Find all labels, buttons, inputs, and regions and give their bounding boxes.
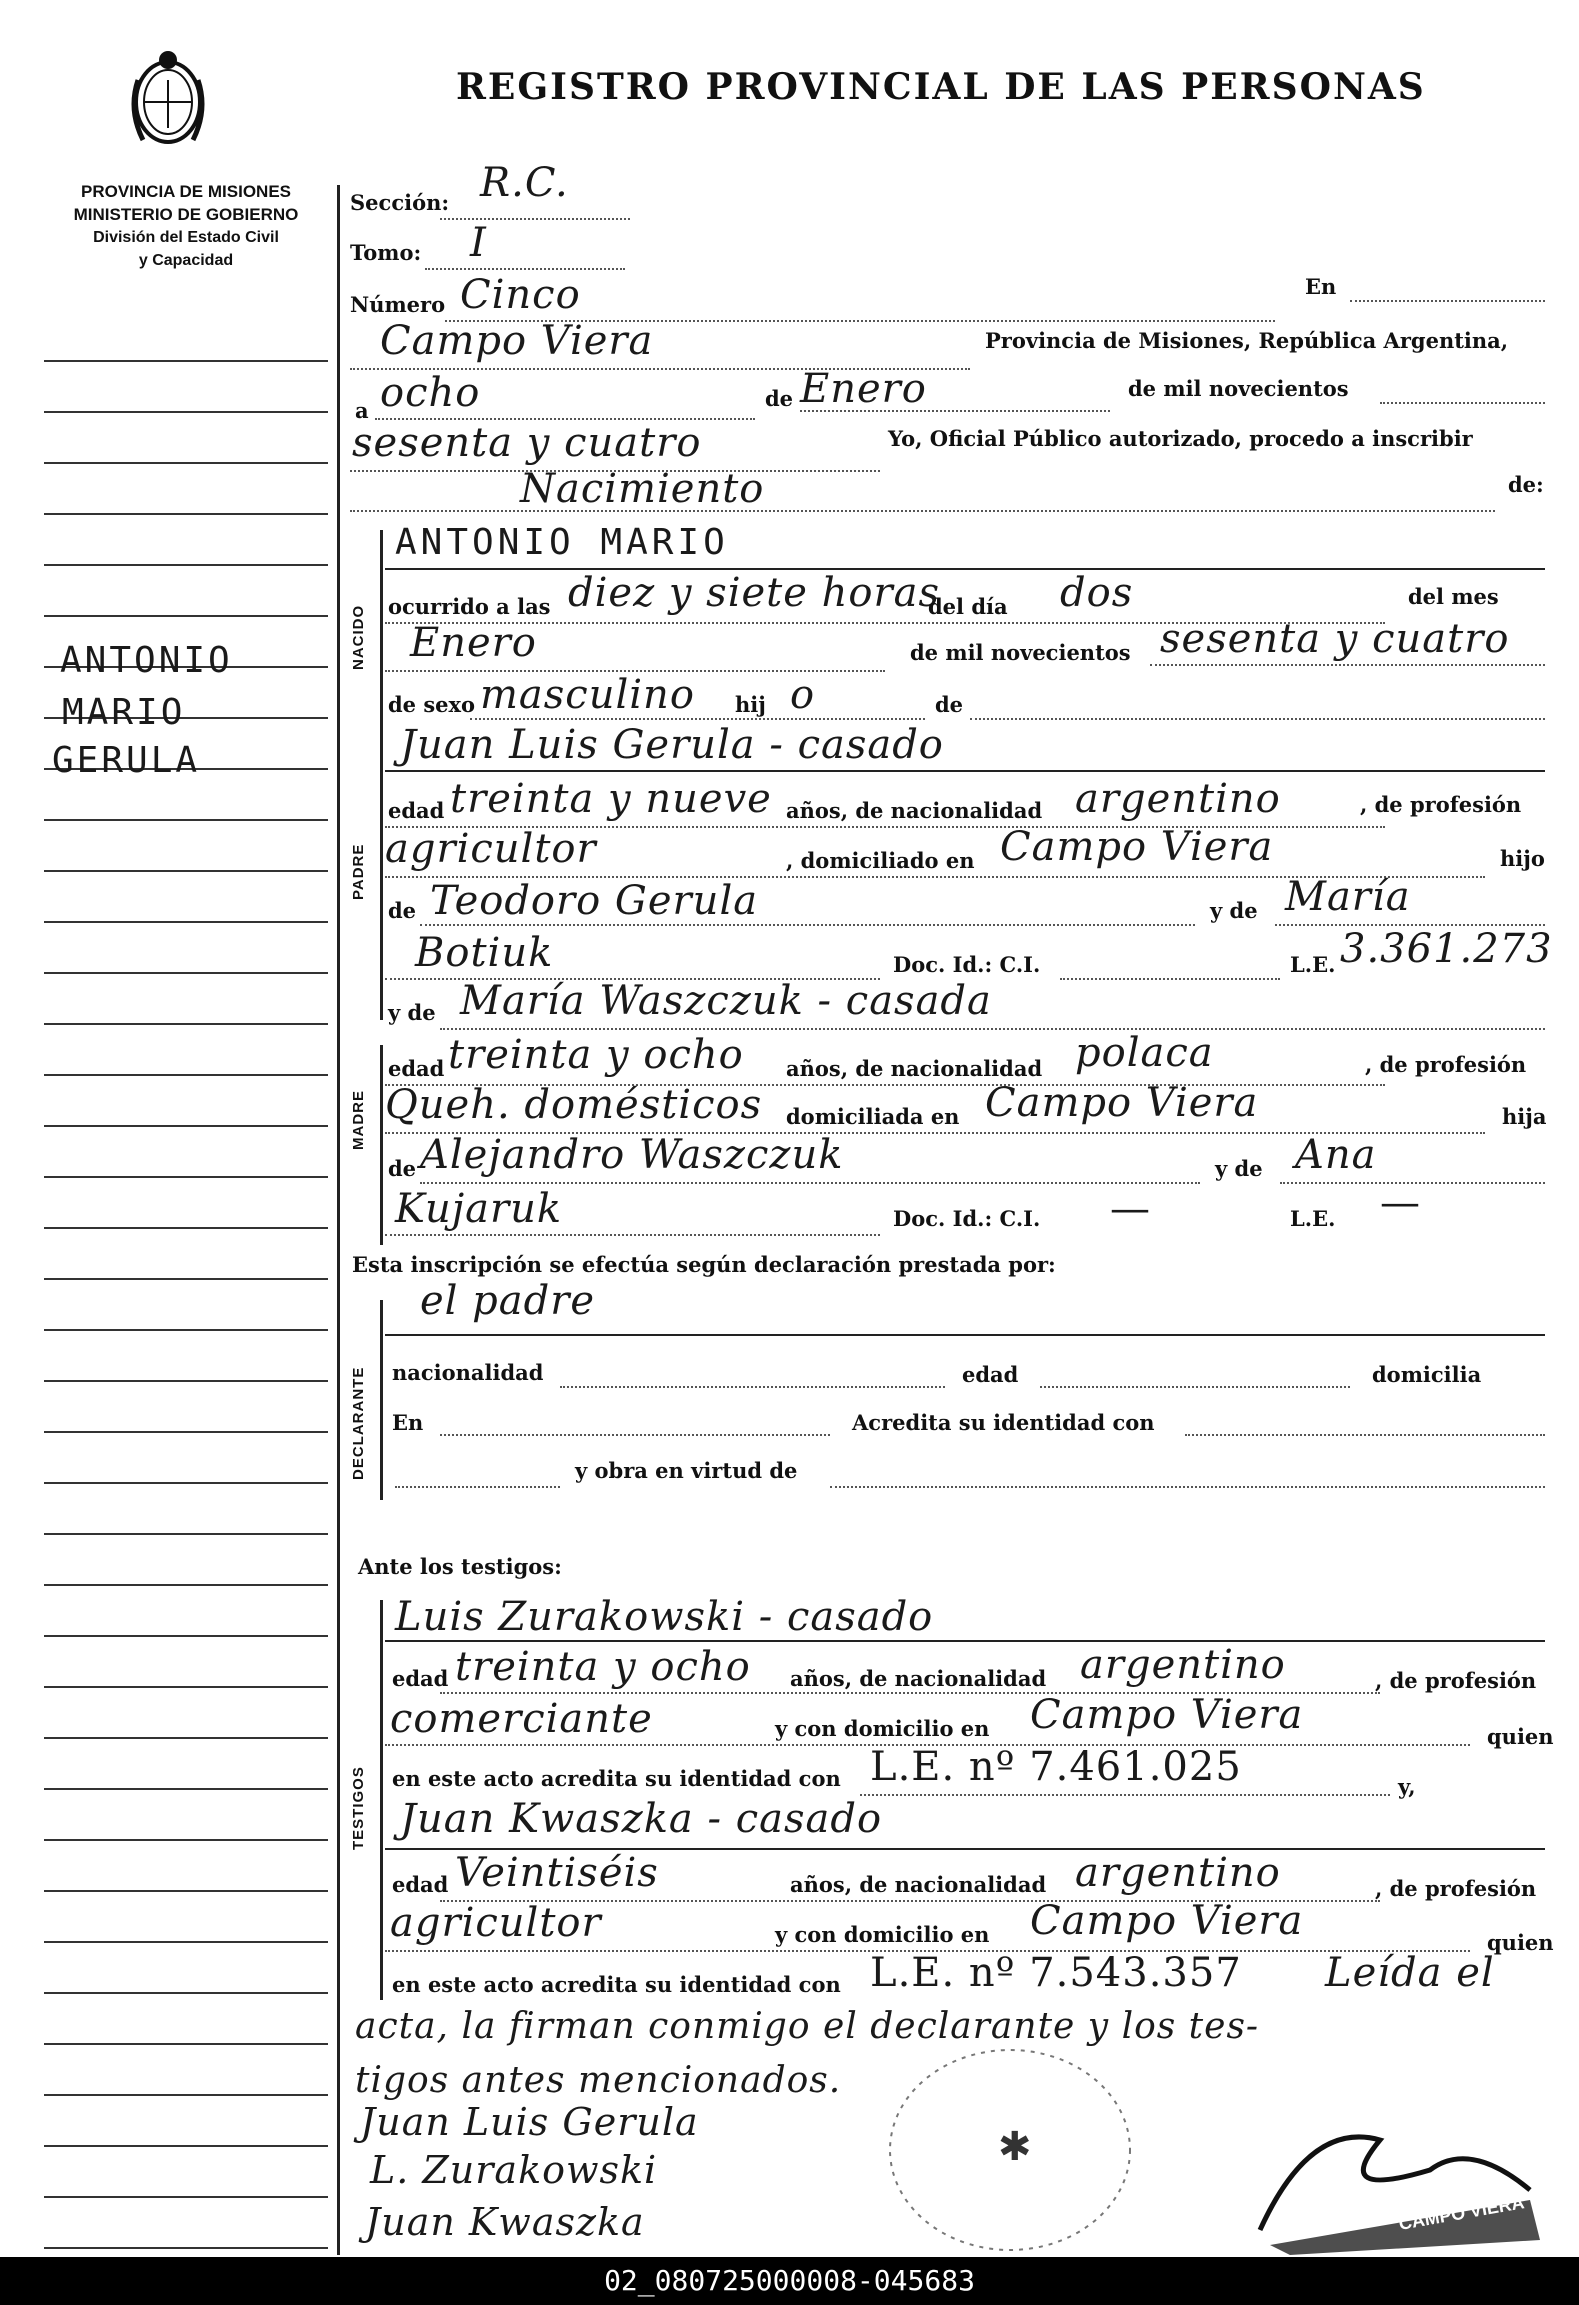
line-sexo-end — [970, 718, 1545, 720]
label-madre-prof: , de profesión — [1365, 1052, 1527, 1077]
label-padre-edad: edad — [388, 798, 445, 823]
line-en — [1350, 300, 1545, 302]
margin-line — [44, 513, 328, 515]
label-de-sexo: de — [935, 692, 964, 717]
margin-line — [44, 1584, 328, 1586]
value-cierre-3: tigos antes mencionados. — [355, 2060, 842, 2101]
margin-line — [44, 1788, 328, 1790]
margin-line — [44, 1278, 328, 1280]
declarante-bracket — [380, 1300, 383, 1500]
label-mil-nov-2: de mil novecientos — [910, 640, 1131, 665]
label-madre-anios: años, de nacionalidad — [786, 1056, 1043, 1081]
value-madre-madre-1: Ana — [1295, 1132, 1377, 1178]
margin-line — [44, 1023, 328, 1025]
section-label-declarante: DECLARANTE — [350, 1366, 367, 1480]
line-padre-nombre — [385, 770, 1545, 772]
margin-line — [44, 819, 328, 821]
label-ante-testigos: Ante los testigos: — [358, 1554, 562, 1579]
label-sexo: de sexo — [388, 692, 476, 717]
line-madre-nombre — [440, 1028, 1545, 1030]
margin-line — [44, 564, 328, 566]
margin-line — [44, 615, 328, 617]
line-decl-en — [440, 1434, 830, 1436]
label-decl-nac: nacionalidad — [392, 1360, 544, 1385]
value-madre-dom: Campo Viera — [985, 1080, 1259, 1126]
province-name: PROVINCIA DE MISIONES — [80, 182, 291, 201]
value-padre-padre: Teodoro Gerula — [430, 878, 759, 924]
label-madre-de: de — [388, 1156, 417, 1181]
padre-bracket — [380, 785, 383, 985]
value-madre-nombre: María Waszczuk - casada — [460, 978, 992, 1024]
section-label-nacido: NACIDO — [350, 604, 367, 670]
margin-line — [44, 1074, 328, 1076]
label-de-mes: de — [765, 386, 794, 411]
label-de-colon: de: — [1508, 472, 1544, 497]
line-mil — [1380, 402, 1545, 404]
label-t1-anios: años, de nacionalidad — [790, 1666, 1047, 1691]
value-acto: Nacimiento — [520, 466, 765, 512]
margin-line — [44, 2196, 328, 2198]
line-mes — [800, 410, 1110, 412]
madre-bracket — [380, 1045, 383, 1245]
label-padre-dom: , domiciliado en — [786, 848, 975, 873]
label-decl-en: En — [392, 1410, 424, 1435]
label-t2-dom: y con domicilio en — [775, 1922, 990, 1947]
label-decl-obra: y obra en virtud de — [575, 1458, 798, 1483]
value-madre-edad: treinta y ocho — [448, 1032, 744, 1078]
line-decl-nac — [560, 1386, 945, 1388]
capacity-name: y Capacidad — [138, 252, 234, 269]
value-t2-nombre: Juan Kwaszka - casado — [400, 1796, 883, 1842]
label-decl-domicilia: domicilia — [1372, 1362, 1482, 1387]
value-madre-le: — — [1380, 1180, 1421, 1226]
label-decl-acredita: Acredita su identidad con — [852, 1410, 1155, 1435]
value-t1-nombre: Luis Zurakowski - casado — [395, 1594, 934, 1640]
label-oficial: Yo, Oficial Público autorizado, procedo a inscribir — [888, 426, 1473, 451]
signature-father: Juan Luis Gerula — [360, 2100, 699, 2144]
margin-line — [44, 411, 328, 413]
label-del-dia: del día — [928, 594, 1008, 619]
margin-line — [44, 462, 328, 464]
line-decl-obra — [395, 1486, 560, 1488]
division-name: División del Estado Civil — [93, 229, 279, 246]
margin-line — [44, 1839, 328, 1841]
signature-witness-2: Juan Kwaszka — [365, 2200, 645, 2244]
margin-line — [44, 1125, 328, 1127]
label-t2-prof: , de profesión — [1375, 1876, 1537, 1901]
margin-line — [44, 972, 328, 974]
issuer-block — [44, 180, 328, 272]
value-t1-edad: treinta y ocho — [455, 1644, 751, 1690]
value-t2-edad: Veintiséis — [455, 1850, 659, 1896]
label-en: En — [1305, 274, 1337, 299]
value-anio: sesenta y cuatro — [352, 420, 702, 466]
label-t1-dom: y con domicilio en — [775, 1716, 990, 1741]
label-padre-le: L.E. — [1290, 952, 1336, 977]
value-madre-madre-2: Kujaruk — [395, 1186, 563, 1232]
margin-line — [44, 1941, 328, 1943]
margin-line — [44, 2247, 328, 2249]
line-decl-acredita — [1185, 1434, 1545, 1436]
margin-line — [44, 1380, 328, 1382]
label-padre-hijo: hijo — [1500, 846, 1545, 871]
testigos-bracket — [380, 1600, 383, 2000]
label-madre-hija: hija — [1502, 1104, 1547, 1129]
value-padre-madre-2: Botiuk — [415, 930, 554, 976]
line-seccion — [440, 218, 630, 220]
value-sexo: masculino — [480, 672, 695, 718]
value-padre-nac: argentino — [1075, 776, 1281, 822]
value-lugar: Campo Viera — [380, 318, 654, 364]
value-cierre-2: acta, la firman conmigo el declarante y los tes- — [355, 2006, 1260, 2047]
margin-line — [44, 1482, 328, 1484]
margin-line — [44, 1176, 328, 1178]
value-nombre: ANTONIO MARIO — [395, 522, 729, 563]
line-madre-de — [420, 1182, 1200, 1184]
label-ocurrido: ocurrido a las — [388, 594, 551, 619]
value-padre-madre-1: María — [1285, 874, 1411, 920]
value-hijo-letra: o — [790, 672, 816, 718]
line-decl-edad — [1040, 1386, 1350, 1388]
value-seccion: R.C. — [480, 160, 569, 206]
value-dia-nac: dos — [1060, 570, 1134, 616]
signature-witness-1: L. Zurakowski — [370, 2148, 658, 2192]
line-tomo — [425, 268, 625, 270]
label-t2-anios: años, de nacionalidad — [790, 1872, 1047, 1897]
margin-line — [44, 1890, 328, 1892]
label-madre-le: L.E. — [1290, 1206, 1336, 1231]
value-t2-doc: L.E. nº 7.543.357 — [870, 1950, 1242, 1996]
margin-line — [44, 360, 328, 362]
value-t1-prof: comerciante — [390, 1696, 653, 1742]
seal-circle — [880, 2040, 1140, 2260]
section-label-madre: MADRE — [350, 1090, 367, 1150]
line-madre-madre2 — [385, 1234, 880, 1236]
label-padre-doc: Doc. Id.: C.I. — [893, 952, 1041, 977]
value-madre-nac: polaca — [1075, 1030, 1214, 1076]
label-tomo: Tomo: — [350, 240, 422, 265]
margin-line — [44, 2043, 328, 2045]
margin-note-1: ANTONIO — [60, 640, 233, 681]
line-t1-nombre — [385, 1640, 1545, 1642]
label-madre-yde: y de — [388, 1000, 436, 1025]
margin-note-2: MARIO — [62, 692, 186, 733]
svg-text:✱: ✱ — [998, 2124, 1032, 2170]
label-t1-acredita: en este acto acredita su identidad con — [392, 1766, 841, 1791]
margin-line — [44, 1329, 328, 1331]
label-t1-edad: edad — [392, 1666, 449, 1691]
label-esta-inscripcion: Esta inscripción se efectúa según declaración prestada por: — [352, 1252, 1056, 1277]
value-cierre-1: Leída el — [1325, 1950, 1495, 1996]
document-title: REGISTRO PROVINCIAL DE LAS PERSONAS — [456, 66, 1426, 108]
label-mil-nov: de mil novecientos — [1128, 376, 1349, 401]
section-label-testigos: TESTIGOS — [350, 1766, 367, 1850]
margin-note-3: GERULA — [52, 740, 201, 781]
label-madre-edad: edad — [388, 1056, 445, 1081]
label-a: a — [355, 398, 369, 423]
label-padre-anios: años, de nacionalidad — [786, 798, 1043, 823]
label-provincia: Provincia de Misiones, República Argentina, — [985, 328, 1509, 353]
label-hij: hij — [735, 692, 766, 717]
label-t1-y: y, — [1398, 1774, 1416, 1799]
value-mes-nac: Enero — [410, 620, 537, 666]
label-t2-acredita: en este acto acredita su identidad con — [392, 1972, 841, 1997]
value-madre-prof: Queh. domésticos — [385, 1082, 763, 1128]
value-anio-nac: sesenta y cuatro — [1160, 616, 1510, 662]
value-padre-edad: treinta y nueve — [450, 776, 772, 822]
line-padre-de — [420, 924, 1195, 926]
value-hora: diez y siete horas — [568, 570, 940, 616]
value-padre-le: 3.361.273 — [1340, 926, 1553, 972]
margin-line — [44, 1686, 328, 1688]
value-padre-dom: Campo Viera — [1000, 824, 1274, 870]
line-acto — [350, 510, 1495, 512]
value-t1-dom: Campo Viera — [1030, 1692, 1304, 1738]
value-declarante: el padre — [420, 1278, 596, 1324]
line-t1-acredita — [860, 1794, 1390, 1796]
label-del-mes: del mes — [1408, 584, 1499, 609]
value-madre-padre: Alejandro Waszczuk — [420, 1132, 844, 1178]
main-border — [337, 185, 340, 2255]
label-padre-yde: y de — [1210, 898, 1258, 923]
label-seccion: Sección: — [350, 190, 450, 215]
line-decl-obra-end — [830, 1486, 1545, 1488]
value-dia: ocho — [380, 370, 481, 416]
label-padre-de: de — [388, 898, 417, 923]
section-label-padre: PADRE — [350, 843, 367, 900]
value-padre-nombre: Juan Luis Gerula - casado — [400, 722, 944, 768]
label-numero: Número — [350, 292, 446, 317]
margin-line — [44, 1431, 328, 1433]
value-t2-prof: agricultor — [390, 1900, 602, 1946]
value-t2-dom: Campo Viera — [1030, 1898, 1304, 1944]
label-madre-doc: Doc. Id.: C.I. — [893, 1206, 1041, 1231]
line-padre-ci — [1060, 978, 1280, 980]
value-padre-prof: agricultor — [385, 826, 597, 872]
ministry-name: MINISTERIO DE GOBIERNO — [73, 205, 299, 224]
line-declarante — [385, 1334, 1545, 1336]
value-t2-nac: argentino — [1075, 1850, 1281, 1896]
value-tomo: I — [470, 220, 487, 266]
margin-line — [44, 1635, 328, 1637]
margin-line — [44, 1737, 328, 1739]
margin-line — [44, 921, 328, 923]
margin-line — [44, 2145, 328, 2147]
label-t2-quien: quien — [1487, 1930, 1554, 1955]
margin-line — [44, 2094, 328, 2096]
document-id-footer: 02_080725000008-045683 — [0, 2257, 1579, 2305]
label-t1-quien: quien — [1487, 1724, 1554, 1749]
value-t1-doc: L.E. nº 7.461.025 — [870, 1744, 1242, 1790]
label-t1-prof: , de profesión — [1375, 1668, 1537, 1693]
margin-line — [44, 1227, 328, 1229]
margin-line — [44, 1533, 328, 1535]
label-decl-edad: edad — [962, 1362, 1019, 1387]
label-t2-edad: edad — [392, 1872, 449, 1897]
label-padre-prof: , de profesión — [1360, 792, 1522, 817]
stamp-text: CAMPO VIERA — [1397, 2192, 1526, 2234]
value-t1-nac: argentino — [1080, 1642, 1286, 1688]
margin-line — [44, 1992, 328, 1994]
margin-line — [44, 870, 328, 872]
label-madre-dom: domiciliada en — [786, 1104, 960, 1129]
official-stamp — [1230, 2080, 1550, 2260]
line-sexo — [470, 718, 925, 720]
value-mes: Enero — [800, 366, 927, 412]
value-numero: Cinco — [460, 272, 581, 318]
coat-of-arms-emblem — [118, 40, 218, 160]
line-nombre — [385, 568, 1545, 570]
line-anio-nac — [1150, 664, 1545, 666]
value-madre-ci: — — [1110, 1186, 1151, 1232]
label-madre-yde2: y de — [1215, 1156, 1263, 1181]
